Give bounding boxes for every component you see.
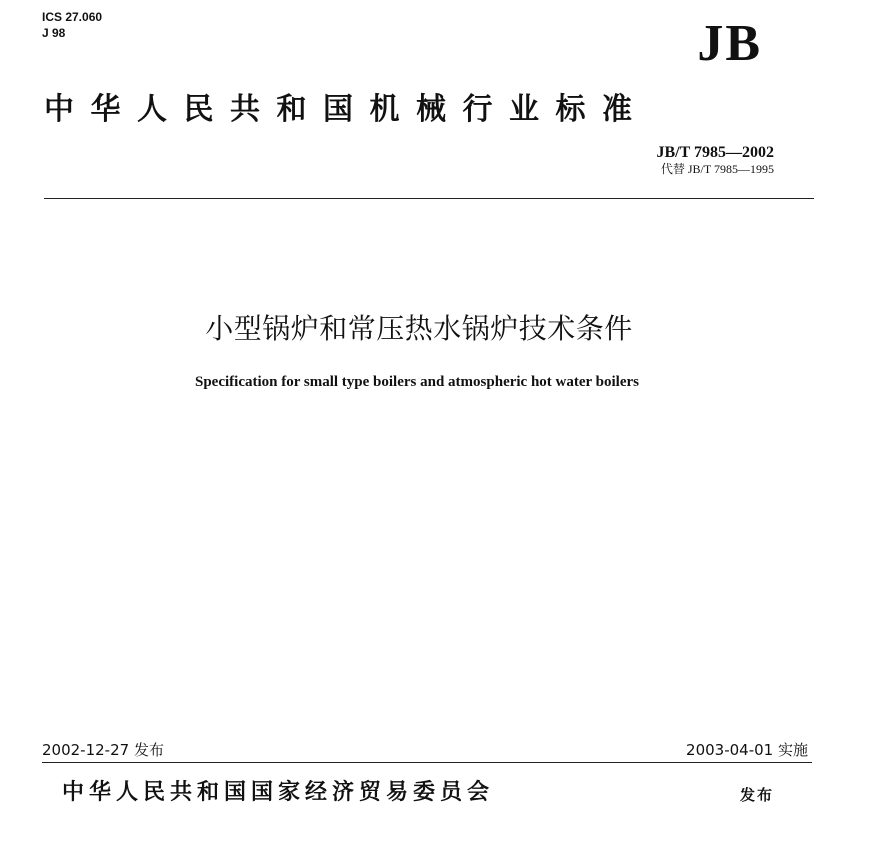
standard-number: JB/T 7985—2002 (656, 144, 774, 161)
jb-logo: JB (697, 15, 762, 72)
ccs-code: J 98 (42, 26, 66, 40)
issue-action: 发布 (740, 786, 775, 804)
bottom-divider (42, 762, 812, 763)
standard-category-title: 中华人民共和国机械行业标准 (44, 92, 649, 127)
top-divider (44, 198, 814, 199)
replaces-standard: 代替 JB/T 7985—1995 (660, 162, 774, 176)
ics-code: ICS 27.060 (42, 10, 103, 24)
issue-date: 2002-12-27 发布 (42, 741, 164, 759)
document-title-chinese: 小型锅炉和常压热水锅炉技术条件 (205, 312, 633, 345)
issuing-authority: 中华人民共和国国家经济贸易委员会 (62, 780, 495, 805)
implementation-date: 2003-04-01 实施 (686, 741, 808, 759)
document-title-english: Specification for small type boilers and atmospheric hot water boilers (195, 374, 639, 390)
